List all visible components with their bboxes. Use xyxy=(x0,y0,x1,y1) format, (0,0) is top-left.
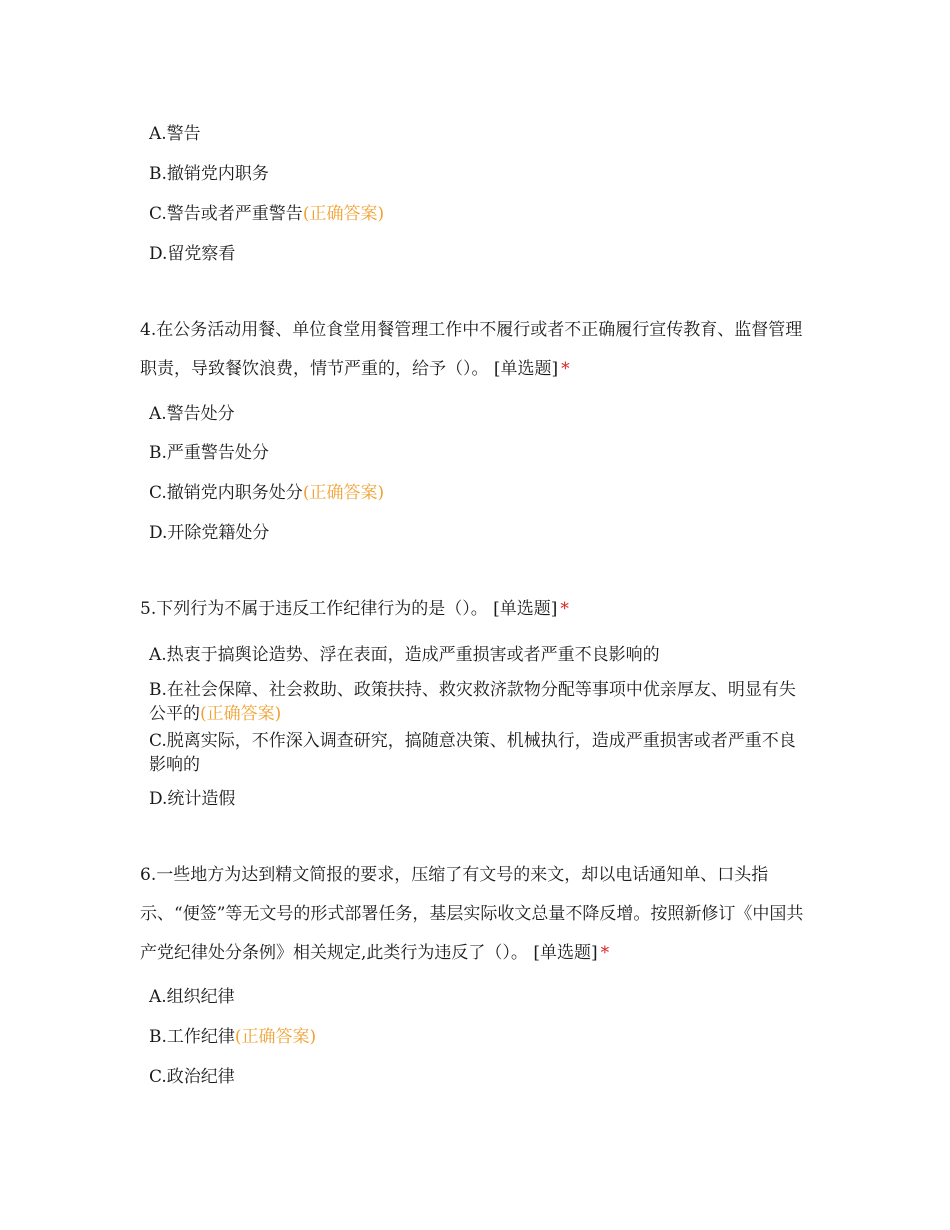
option-text: A.热衷于搞舆论造势、浮在表面，造成严重损害或者严重不良影响的 xyxy=(149,645,660,665)
option-text: B.工作纪律 xyxy=(149,1027,235,1047)
option-text: D.开除党籍处分 xyxy=(149,523,270,543)
option-text: C.脱离实际，不作深入调查研究，搞随意决策、机械执行，造成严重损害或者严重不良影响的 xyxy=(149,731,796,775)
q4-option-c[interactable] xyxy=(149,481,384,505)
option-text: A.组织纪律 xyxy=(149,987,235,1007)
option-text: A.警告 xyxy=(149,124,201,144)
option-text: B.严重警告处分 xyxy=(149,443,269,463)
q3-option-a[interactable] xyxy=(149,122,201,146)
q4-option-d[interactable] xyxy=(149,521,269,545)
question-type-tag: [单选题] xyxy=(533,943,598,963)
q6-option-c[interactable] xyxy=(149,1065,235,1089)
correct-answer-label: (正确答案) xyxy=(200,704,282,724)
question-type-tag: [单选题] xyxy=(493,359,559,379)
q5-option-a[interactable] xyxy=(149,643,660,667)
q3-option-d[interactable] xyxy=(149,242,235,266)
option-text: C.政治纪律 xyxy=(149,1067,235,1087)
option-text: A.警告处分 xyxy=(149,404,235,424)
option-text: B.在社会保障、社会救助、政策扶持、救灾救济款物分配等事项中优亲厚友、明显有失公平的 xyxy=(149,680,796,724)
q4-title xyxy=(140,311,815,389)
option-text: C.警告或者严重警告 xyxy=(149,204,303,224)
q6-option-a[interactable] xyxy=(149,985,235,1009)
q5-option-b[interactable] xyxy=(149,678,809,726)
question-text: 4.在公务活动用餐、单位食堂用餐管理工作中不履行或者不正确履行宣传教育、监督管理职责，导致餐饮浪费，情节严重的，给予（）。 xyxy=(140,320,803,379)
q5-option-d[interactable] xyxy=(149,787,235,811)
q6-title xyxy=(140,856,815,973)
option-text: D.留党察看 xyxy=(149,244,236,264)
question-type-tag: [单选题] xyxy=(493,599,558,619)
q5-title xyxy=(140,590,815,629)
question-text: 6.一些地方为达到精文简报的要求，压缩了有文号的来文，却以电话通知单、口头指示、“便签”等无文号的形式部署任务，基层实际收文总量不降反增。按照新修订《中国共产党纪律处分条例》相关规定,此类行为违反了（）。 xyxy=(140,865,804,963)
correct-answer-label: (正确答案) xyxy=(234,1027,317,1047)
q4-option-a[interactable] xyxy=(149,402,235,426)
option-text: B.撤销党内职务 xyxy=(149,164,269,184)
q4-option-b[interactable] xyxy=(149,441,269,465)
q6-option-b[interactable] xyxy=(149,1025,316,1049)
question-text: 5.下列行为不属于违反工作纪律行为的是（）。 xyxy=(140,599,488,619)
required-marker: * xyxy=(600,943,610,963)
option-text: D.统计造假 xyxy=(149,789,236,809)
q3-option-c[interactable] xyxy=(149,202,384,226)
correct-answer-label: (正确答案) xyxy=(302,204,385,224)
required-marker: * xyxy=(560,599,569,619)
correct-answer-label: (正确答案) xyxy=(302,483,385,503)
required-marker: * xyxy=(561,359,570,379)
q3-option-b[interactable] xyxy=(149,162,269,186)
option-text: C.撤销党内职务处分 xyxy=(149,483,303,503)
q5-option-c[interactable] xyxy=(149,729,809,777)
